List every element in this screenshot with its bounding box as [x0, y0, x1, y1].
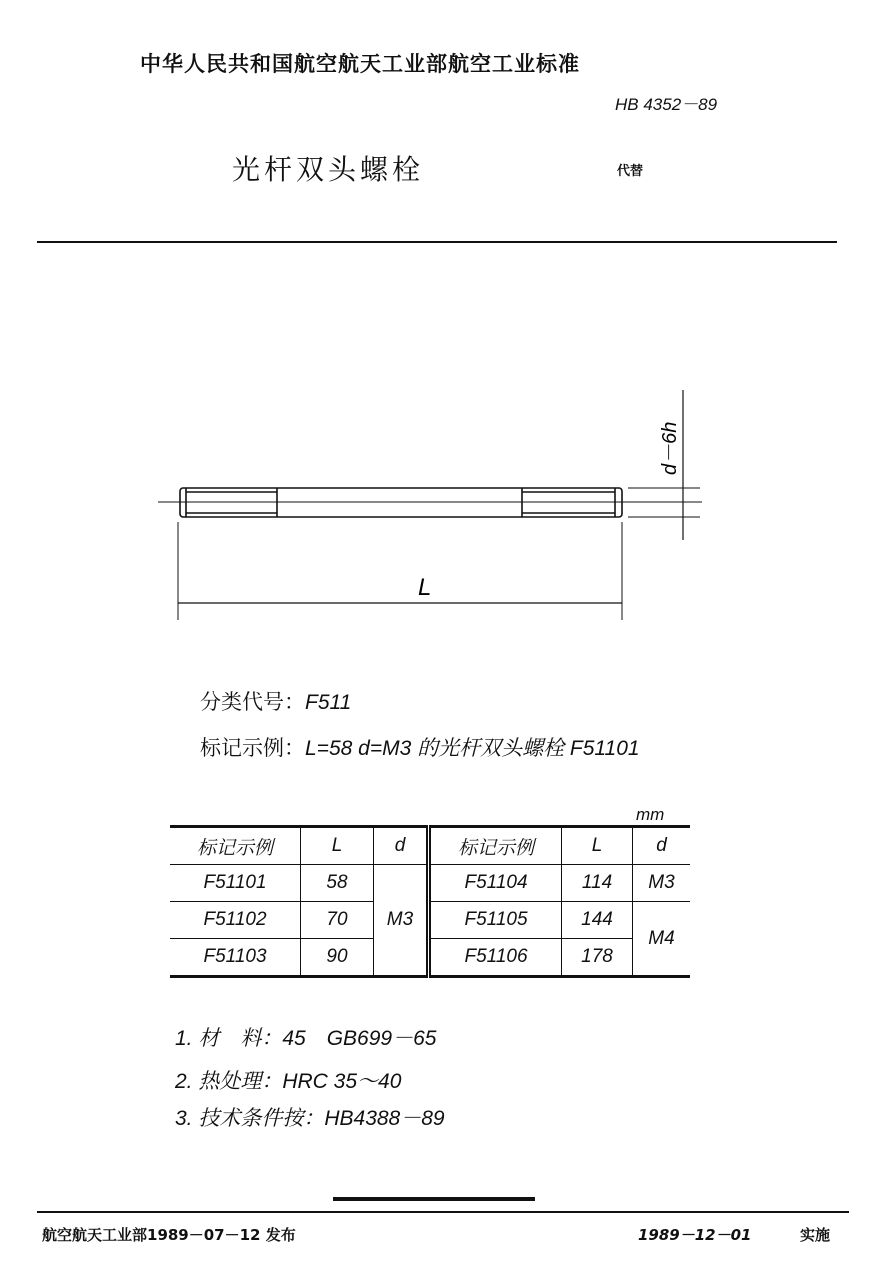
issue-info: 航空航天工业部1989－07－12 发布 [42, 1226, 296, 1244]
header-cell: L [562, 827, 633, 865]
code-cell: F51106 [429, 939, 562, 977]
note-material: 1. 材 料：45 GB699－65 [175, 1027, 437, 1050]
classification-code: F511 [305, 691, 352, 714]
marking-example-label: 标记示例： [200, 736, 305, 760]
classification-label: 分类代号： [200, 690, 305, 714]
specification-table [170, 825, 690, 978]
length-cell: 58 [301, 865, 374, 902]
table-row [170, 865, 690, 902]
document-title: 光杆双头螺栓 [232, 153, 425, 186]
note-technical-conditions: 3. 技术条件按：HB4388－89 [175, 1107, 445, 1130]
header-cell: L [301, 827, 374, 865]
code-cell: F51103 [170, 939, 301, 977]
replaces-label: 代替 [617, 164, 644, 179]
table-row [170, 939, 690, 977]
unit-label: mm [636, 805, 665, 824]
table-row [170, 902, 690, 939]
diameter-cell: M3 [633, 865, 691, 902]
code-cell: F51104 [429, 865, 562, 902]
diameter-cell: M3 [374, 865, 429, 977]
marking-example-line [200, 732, 640, 762]
code-cell: F51101 [170, 865, 301, 902]
header-cell: d [374, 827, 429, 865]
standard-code: HB 4352－89 [615, 95, 718, 114]
effective-date: 1989－12－01 [638, 1226, 752, 1244]
length-label: L [418, 574, 432, 601]
marking-example-value: L=58 d=M3 的光杆双头螺栓 F51101 [305, 737, 640, 760]
end-mark [333, 1197, 535, 1201]
issuing-organization: 中华人民共和国航空航天工业部航空工业标准 [140, 52, 580, 76]
length-cell: 90 [301, 939, 374, 977]
code-cell: F51102 [170, 902, 301, 939]
code-cell: F51105 [429, 902, 562, 939]
footer-rule [37, 1211, 849, 1213]
header-cell: d [633, 827, 691, 865]
length-cell: 70 [301, 902, 374, 939]
header-cell: 标记示例 [429, 827, 562, 865]
length-cell: 114 [562, 865, 633, 902]
diameter-cell: M4 [633, 902, 691, 977]
table-header-row [170, 827, 690, 865]
effective-label: 实施 [800, 1226, 831, 1244]
classification-line [200, 686, 351, 716]
length-cell: 178 [562, 939, 633, 977]
length-cell: 144 [562, 902, 633, 939]
note-heat-treatment: 2. 热处理：HRC 35～40 [175, 1070, 402, 1093]
diameter-label: d－6h [659, 421, 681, 475]
header-cell: 标记示例 [170, 827, 301, 865]
